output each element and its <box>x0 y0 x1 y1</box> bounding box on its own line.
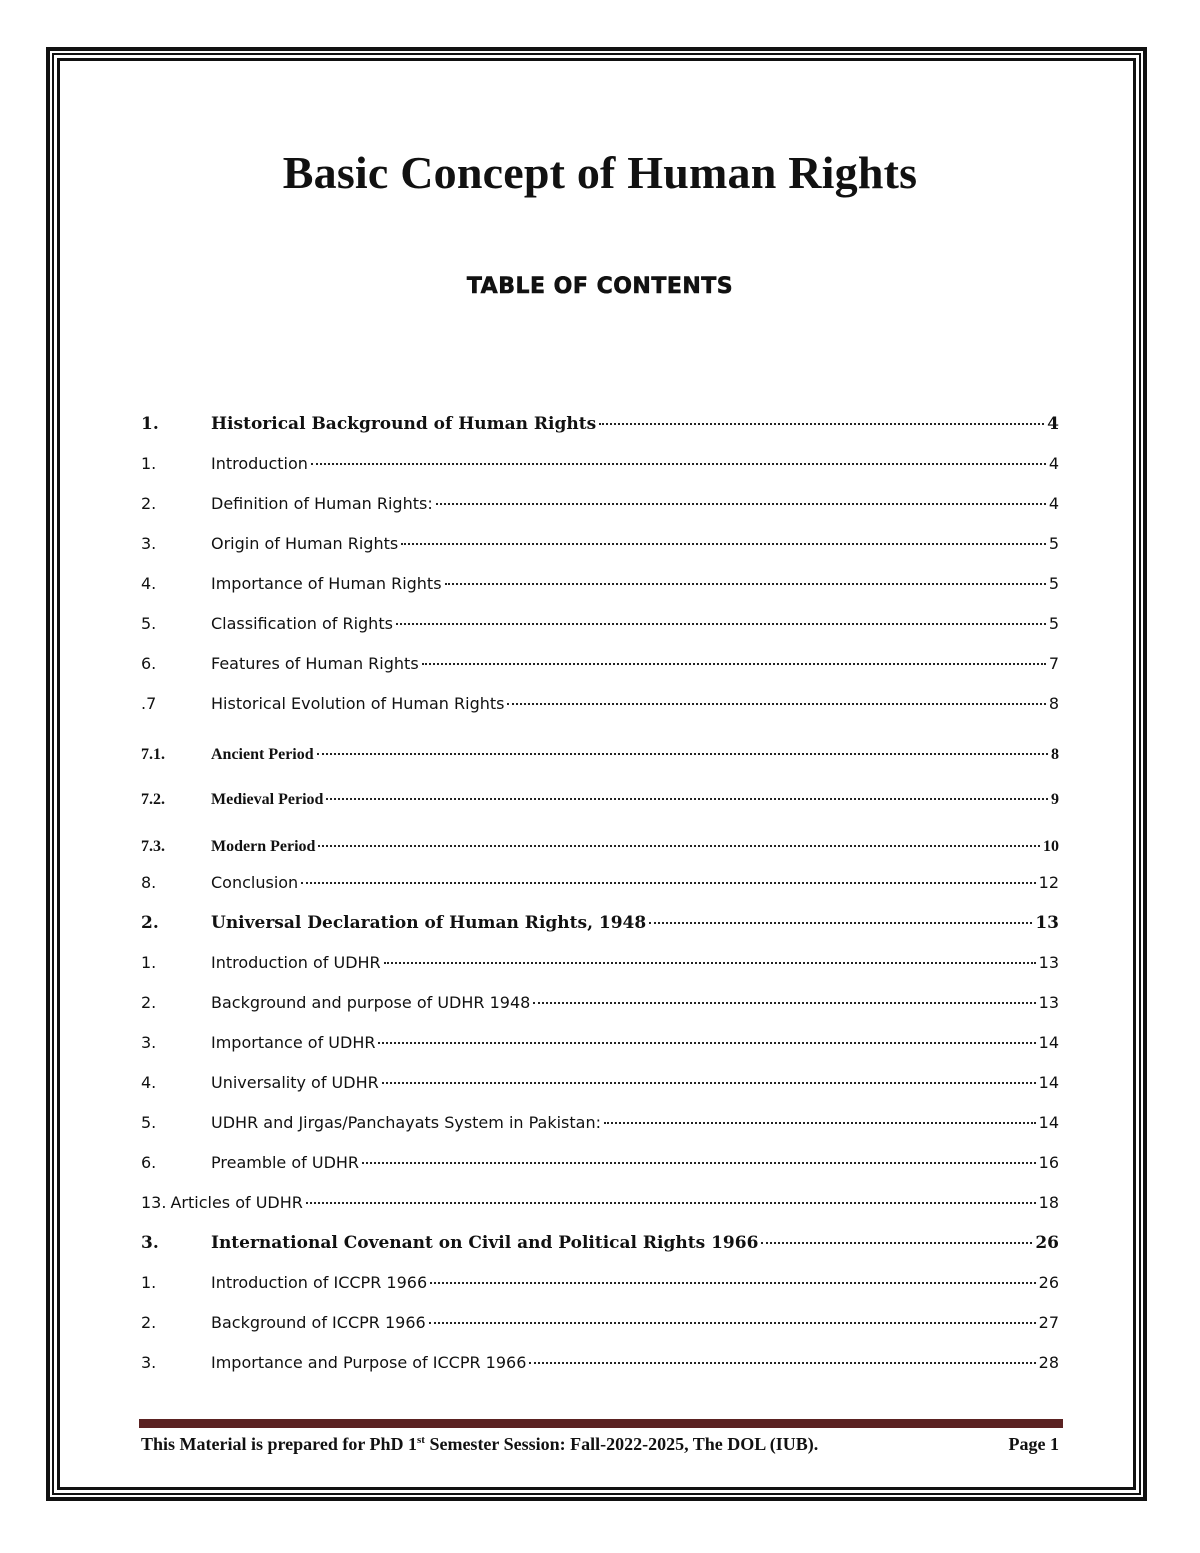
toc-entry-page: 13 <box>1038 993 1059 1012</box>
toc-entry-label: Introduction of ICCPR 1966 <box>211 1273 428 1292</box>
toc-entry[interactable] <box>141 494 1059 522</box>
toc-dot-leader <box>445 583 1046 585</box>
toc-entry-number: 2. <box>141 993 157 1012</box>
toc-entry-number: 5. <box>141 614 157 633</box>
toc-dot-leader <box>422 663 1046 665</box>
toc-entry[interactable] <box>141 694 1059 722</box>
toc-entry-label: Articles of UDHR <box>170 1193 303 1212</box>
toc-entry-page: 10 <box>1043 838 1059 855</box>
toc-entry[interactable] <box>141 454 1059 482</box>
toc-entry-number: 3. <box>141 1353 157 1372</box>
toc-entry[interactable] <box>141 534 1059 562</box>
toc-entry-page: 4 <box>1048 454 1059 473</box>
page-footer <box>141 1434 1059 1455</box>
toc-entry-page: 5 <box>1048 614 1059 633</box>
toc-entry[interactable] <box>141 1033 1059 1061</box>
toc-entry-label: International Covenant on Civil and Political Rights 1966 <box>211 1233 759 1253</box>
toc-entry-label: Importance of UDHR <box>211 1033 376 1052</box>
toc-dot-leader <box>318 845 1040 847</box>
toc-entry-page: 14 <box>1038 1073 1059 1092</box>
toc-dot-leader <box>384 962 1036 964</box>
toc-entry-number: 1. <box>141 454 157 473</box>
toc-entry-number: 7.1. <box>141 746 165 763</box>
toc-entry-label: Medieval Period <box>211 791 324 808</box>
toc-entry[interactable] <box>141 746 1059 774</box>
toc-entry[interactable] <box>141 1233 1059 1261</box>
toc-entry[interactable] <box>141 1193 1059 1221</box>
toc-entry-page: 14 <box>1038 1033 1059 1052</box>
toc-entry-label: Importance of Human Rights <box>211 574 442 593</box>
toc-dot-leader <box>529 1362 1035 1364</box>
toc-entry-page: 4 <box>1047 414 1059 434</box>
toc-entry-page: 5 <box>1048 534 1059 553</box>
toc-entry-number: 5. <box>141 1113 157 1132</box>
toc-entry[interactable] <box>141 1273 1059 1301</box>
toc-entry-number: 1. <box>141 414 159 434</box>
toc-entry-page: 27 <box>1038 1313 1059 1332</box>
toc-entry-label: Features of Human Rights <box>211 654 419 673</box>
toc-entry-number: 4. <box>141 1073 157 1092</box>
toc-entry-number: 3. <box>141 534 157 553</box>
toc-entry-page: 26 <box>1035 1233 1059 1253</box>
toc-entry-page: 28 <box>1038 1353 1059 1372</box>
toc-entry-number: 3. <box>141 1233 159 1253</box>
toc-entry-number: 7.3. <box>141 838 165 855</box>
toc-entry[interactable] <box>141 953 1059 981</box>
toc-entry-label: Universality of UDHR <box>211 1073 379 1092</box>
toc-dot-leader <box>761 1242 1032 1244</box>
toc-entry-label: Preamble of UDHR <box>211 1153 360 1172</box>
toc-entry-page: 7 <box>1048 654 1059 673</box>
toc-entry-number: 3. <box>141 1033 157 1052</box>
toc-entry-number: 1. <box>141 953 157 972</box>
toc-dot-leader <box>317 753 1048 755</box>
toc-entry-page: 8 <box>1051 746 1059 763</box>
toc-entry-label: Origin of Human Rights <box>211 534 399 553</box>
toc-heading: TABLE OF CONTENTS <box>466 274 734 299</box>
toc-dot-leader <box>599 423 1044 425</box>
toc-entry-number: 7.2. <box>141 791 165 808</box>
toc-dot-leader <box>649 922 1032 924</box>
toc-entry[interactable] <box>141 654 1059 682</box>
toc-entry-number: 6. <box>141 1153 157 1172</box>
toc-entry-label: Conclusion <box>211 873 299 892</box>
toc-entry-page: 18 <box>1038 1193 1059 1212</box>
toc-entry-label: Introduction of UDHR <box>211 953 381 972</box>
footer-note: This Material is prepared for PhD 1st Semester Session: Fall-2022-2025, The DOL (IUB). <box>141 1434 819 1454</box>
toc-entry-number: .7 <box>141 694 157 713</box>
toc-entry-number: 13. <box>141 1193 167 1212</box>
toc-dot-leader <box>362 1162 1036 1164</box>
toc-entry[interactable] <box>141 1073 1059 1101</box>
toc-dot-leader <box>604 1122 1036 1124</box>
toc-entry-label: Universal Declaration of Human Rights, 1948 <box>211 913 647 933</box>
toc-entry-number: 2. <box>141 494 157 513</box>
toc-entry-page: 26 <box>1038 1273 1059 1292</box>
toc-dot-leader <box>301 882 1035 884</box>
toc-entry-label: Background of ICCPR 1966 <box>211 1313 426 1332</box>
toc-entry-number: 8. <box>141 873 157 892</box>
toc-entry-number: 6. <box>141 654 157 673</box>
toc-entry-number: 2. <box>141 1313 157 1332</box>
toc-entry[interactable] <box>141 913 1059 941</box>
toc-dot-leader <box>396 623 1046 625</box>
toc-dot-leader <box>306 1202 1036 1204</box>
toc-dot-leader <box>401 543 1046 545</box>
toc-entry-page: 12 <box>1038 873 1059 892</box>
toc-dot-leader <box>382 1082 1036 1084</box>
toc-entry-page: 13 <box>1035 913 1059 933</box>
toc-entry[interactable] <box>141 574 1059 602</box>
toc-dot-leader <box>507 703 1045 705</box>
toc-dot-leader <box>436 503 1046 505</box>
toc-entry-page: 13 <box>1038 953 1059 972</box>
page-number: Page 1 <box>1008 1434 1059 1454</box>
toc-entry-label: Classification of Rights <box>211 614 393 633</box>
toc-entry-label: Historical Evolution of Human Rights <box>211 694 505 713</box>
toc-dot-leader <box>430 1282 1036 1284</box>
toc-dot-leader <box>429 1322 1036 1324</box>
toc-entry-label: Importance and Purpose of ICCPR 1966 <box>211 1353 527 1372</box>
toc-entry[interactable] <box>141 791 1059 819</box>
toc-entry-number: 1. <box>141 1273 157 1292</box>
toc-entry-label: Modern Period <box>211 838 316 855</box>
toc-entry-label: UDHR and Jirgas/Panchayats System in Pakistan: <box>211 1113 601 1132</box>
toc-entry-page: 5 <box>1048 574 1059 593</box>
toc-dot-leader <box>533 1002 1035 1004</box>
toc-entry[interactable] <box>141 873 1059 901</box>
toc-entry-page: 14 <box>1038 1113 1059 1132</box>
toc-entry[interactable] <box>141 838 1059 866</box>
toc-entry-label: Historical Background of Human Rights <box>211 414 597 434</box>
toc-entry[interactable] <box>141 993 1059 1021</box>
toc-dot-leader <box>326 798 1048 800</box>
toc-dot-leader <box>378 1042 1035 1044</box>
toc-dot-leader <box>311 463 1046 465</box>
toc-entry[interactable] <box>141 414 1059 442</box>
toc-entry-label: Background and purpose of UDHR 1948 <box>211 993 531 1012</box>
toc-entry-page: 16 <box>1038 1153 1059 1172</box>
toc-entry-label: Ancient Period <box>211 746 314 763</box>
footer-divider <box>139 1419 1063 1428</box>
toc-entry-label: Definition of Human Rights: <box>211 494 433 513</box>
toc-entry[interactable] <box>141 1113 1059 1141</box>
toc-entry-number: 2. <box>141 913 159 933</box>
toc-entry[interactable] <box>141 1313 1059 1341</box>
toc-entry-page: 9 <box>1051 791 1059 808</box>
toc-entry[interactable] <box>141 1353 1059 1381</box>
document-title: Basic Concept of Human Rights <box>282 147 918 198</box>
toc-entry-label: Introduction <box>211 454 308 473</box>
toc-entry-number: 4. <box>141 574 157 593</box>
toc-entry[interactable] <box>141 1153 1059 1181</box>
toc-entry-page: 4 <box>1048 494 1059 513</box>
toc-entry[interactable] <box>141 614 1059 642</box>
toc-entry-page: 8 <box>1048 694 1059 713</box>
